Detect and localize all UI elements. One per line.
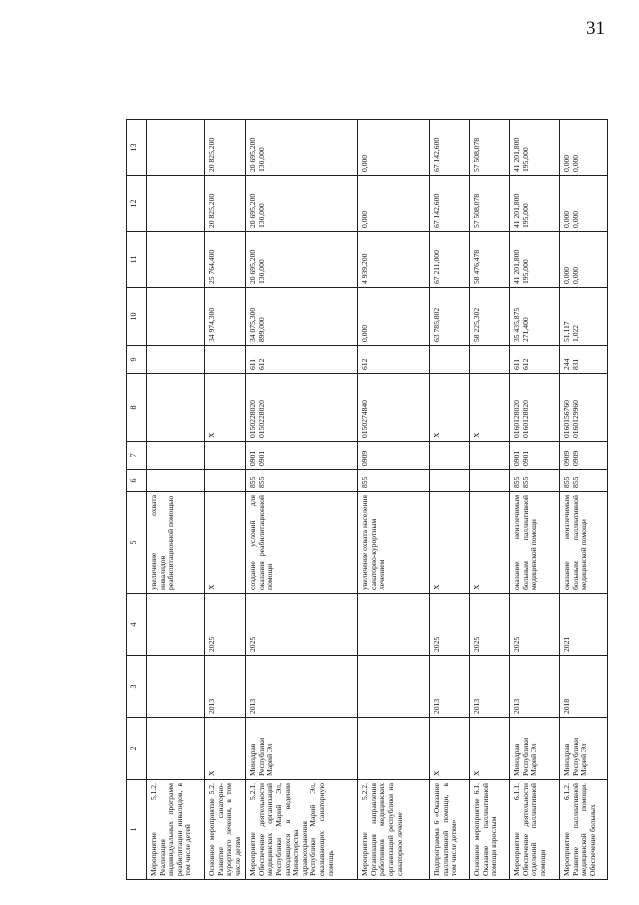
table-row	[205, 120, 246, 880]
cell-col-11: 67 211,000	[430, 232, 470, 288]
cell-col-5: увеличение охвата инвалидов реабилитационной помощью	[147, 492, 205, 594]
program-table	[126, 119, 608, 880]
cell-col-5: Х	[470, 492, 510, 594]
cell-col-4	[358, 594, 430, 656]
table-row	[358, 120, 430, 880]
cell-col-5: увеличение охвата населения санаторно-курортным лечением	[358, 492, 430, 594]
cell-col-11: 20 695,200 130,000	[246, 232, 358, 288]
cell-col-11: 4 939,200	[358, 232, 430, 288]
column-header: 5	[127, 492, 147, 594]
cell-col-1: Основное мероприятие 5.2. Развитие санаторно-курортного лечения, в том числе детям	[205, 780, 246, 880]
cell-col-5: оказание неизлечимым больным паллиативной медицинской помощи	[560, 492, 608, 594]
cell-col-8: 0150228020 0150228020	[246, 374, 358, 442]
cell-col-4: 2025	[205, 594, 246, 656]
cell-col-9: 244 831	[560, 346, 608, 374]
cell-col-7	[205, 442, 246, 470]
cell-col-3	[147, 656, 205, 718]
cell-col-8: 0160128020 0160128020	[510, 374, 560, 442]
cell-col-12	[147, 176, 205, 232]
column-header: 2	[127, 718, 147, 780]
cell-col-11	[147, 232, 205, 288]
cell-col-2: Минздрав Республики Марий Эл	[560, 718, 608, 780]
cell-col-6: 855 855	[560, 470, 608, 492]
rotated-table-wrapper	[126, 120, 606, 880]
cell-col-3	[358, 656, 430, 718]
cell-col-12: 0,000	[358, 176, 430, 232]
cell-col-2	[358, 718, 430, 780]
cell-col-8: 0160156760 0160129960	[560, 374, 608, 442]
cell-col-1: Мероприятие 5.2.2. Организация направления работников медицинских организаций республики на санаторное лечение	[358, 780, 430, 880]
table-row	[246, 120, 358, 880]
cell-col-10: 51,117 1,022	[560, 288, 608, 346]
cell-col-11: 25 764,400	[205, 232, 246, 288]
cell-col-6	[205, 470, 246, 492]
cell-col-13: 0,000 0,000	[560, 120, 608, 176]
cell-col-12: 20 825,200	[205, 176, 246, 232]
cell-col-13: 57 508,078	[470, 120, 510, 176]
cell-col-1: Мероприятие 6.1.2. Развитие паллиативной медицинской помощи. Обеспечение больных	[560, 780, 608, 880]
table-row	[470, 120, 510, 880]
cell-col-11: 58 476,478	[470, 232, 510, 288]
cell-col-2: Х	[470, 718, 510, 780]
cell-col-9	[147, 346, 205, 374]
table-row	[430, 120, 470, 880]
table-body	[147, 120, 608, 880]
cell-col-5: создание условий для оказания реабилитационной помощи	[246, 492, 358, 594]
cell-col-3: 2013	[470, 656, 510, 718]
cell-col-7: 0909 0909	[560, 442, 608, 470]
cell-col-2: Х	[205, 718, 246, 780]
cell-col-7: 0901 0901	[246, 442, 358, 470]
column-header: 8	[127, 374, 147, 442]
cell-col-7: 0901 0901	[510, 442, 560, 470]
cell-col-5: оказание неизлечимым больным паллиативной медицинской помощи	[510, 492, 560, 594]
column-header: 7	[127, 442, 147, 470]
cell-col-10: 35 435,875 271,400	[510, 288, 560, 346]
cell-col-5: Х	[430, 492, 470, 594]
cell-col-3: 2018	[560, 656, 608, 718]
column-header: 6	[127, 470, 147, 492]
cell-col-2	[147, 718, 205, 780]
cell-col-13: 67 142,600	[430, 120, 470, 176]
cell-col-10: 34 075,300 899,000	[246, 288, 358, 346]
cell-col-10: 34 974,300	[205, 288, 246, 346]
cell-col-6: 855	[358, 470, 430, 492]
cell-col-9: 611 612	[510, 346, 560, 374]
cell-col-8	[147, 374, 205, 442]
cell-col-13: 41 201,800 195,000	[510, 120, 560, 176]
cell-col-12: 41 201,800 195,000	[510, 176, 560, 232]
cell-col-13: 0,000	[358, 120, 430, 176]
cell-col-3: 2013	[510, 656, 560, 718]
cell-col-9: 612	[358, 346, 430, 374]
cell-col-4: 2025	[246, 594, 358, 656]
cell-col-11: 41 201,800 195,000	[510, 232, 560, 288]
cell-col-13	[147, 120, 205, 176]
cell-col-6	[470, 470, 510, 492]
cell-col-1: Основное мероприятие 6.1. Оказание паллиативной помощи взрослым	[470, 780, 510, 880]
cell-col-2: Минздрав Республики Марий Эл	[246, 718, 358, 780]
cell-col-8: Х	[205, 374, 246, 442]
cell-col-12: 0,000 0,000	[560, 176, 608, 232]
column-header: 12	[127, 176, 147, 232]
cell-col-10: 0,000	[358, 288, 430, 346]
cell-col-9: 611 612	[246, 346, 358, 374]
cell-col-13: 20 825,200	[205, 120, 246, 176]
cell-col-8: Х	[470, 374, 510, 442]
cell-col-4	[147, 594, 205, 656]
cell-col-4: 2025	[510, 594, 560, 656]
cell-col-1: Подпрограмма 6 «Оказание паллиативной помощи, в том числе детям»	[430, 780, 470, 880]
cell-col-4: 2025	[470, 594, 510, 656]
cell-col-12: 20 695,200 130,000	[246, 176, 358, 232]
cell-col-2: Минздрав Республики Марий Эл	[510, 718, 560, 780]
cell-col-2: Х	[430, 718, 470, 780]
table-row	[510, 120, 560, 880]
cell-col-6: 855 855	[246, 470, 358, 492]
cell-col-8: Х	[430, 374, 470, 442]
table-row	[147, 120, 205, 880]
header-row	[127, 120, 147, 880]
cell-col-6	[430, 470, 470, 492]
cell-col-5: Х	[205, 492, 246, 594]
page-number: 31	[586, 18, 605, 39]
column-header: 9	[127, 346, 147, 374]
cell-col-7	[470, 442, 510, 470]
cell-col-13: 20 695,200 130,000	[246, 120, 358, 176]
cell-col-7	[147, 442, 205, 470]
cell-col-11: 0,000 0,000	[560, 232, 608, 288]
cell-col-9	[470, 346, 510, 374]
cell-col-7	[430, 442, 470, 470]
cell-col-3: 2013	[430, 656, 470, 718]
cell-col-6: 855 855	[510, 470, 560, 492]
cell-col-9	[205, 346, 246, 374]
column-header: 4	[127, 594, 147, 656]
cell-col-4: 2025	[430, 594, 470, 656]
cell-col-12: 57 508,078	[470, 176, 510, 232]
column-header: 10	[127, 288, 147, 346]
table-row	[560, 120, 608, 880]
column-header: 11	[127, 232, 147, 288]
cell-col-1: Мероприятие 5.2.1. Обеспечение деятельности медицинских организаций Республики Марий Эл, находящихся в ведении Министерства здравоохранения Республики Марий Эл, оказывающих санаторную помощь	[246, 780, 358, 880]
cell-col-8: 0150274840	[358, 374, 430, 442]
cell-col-1: Мероприятие 6.1.1. Обеспечение деятельности отделений паллиативной помощи	[510, 780, 560, 880]
cell-col-10	[147, 288, 205, 346]
cell-col-3: 2013	[205, 656, 246, 718]
column-header: 3	[127, 656, 147, 718]
cell-col-12: 67 142,600	[430, 176, 470, 232]
cell-col-10: 63 785,802	[430, 288, 470, 346]
cell-col-7: 0909	[358, 442, 430, 470]
cell-col-3: 2013	[246, 656, 358, 718]
column-header: 1	[127, 780, 147, 880]
cell-col-10: 58 225,302	[470, 288, 510, 346]
column-header: 13	[127, 120, 147, 176]
cell-col-1: Мероприятие 5.1.2. Реализация индивидуальных программ реабилитации инвалидов, в том числе детей	[147, 780, 205, 880]
cell-col-9	[430, 346, 470, 374]
cell-col-6	[147, 470, 205, 492]
cell-col-4: 2021	[560, 594, 608, 656]
